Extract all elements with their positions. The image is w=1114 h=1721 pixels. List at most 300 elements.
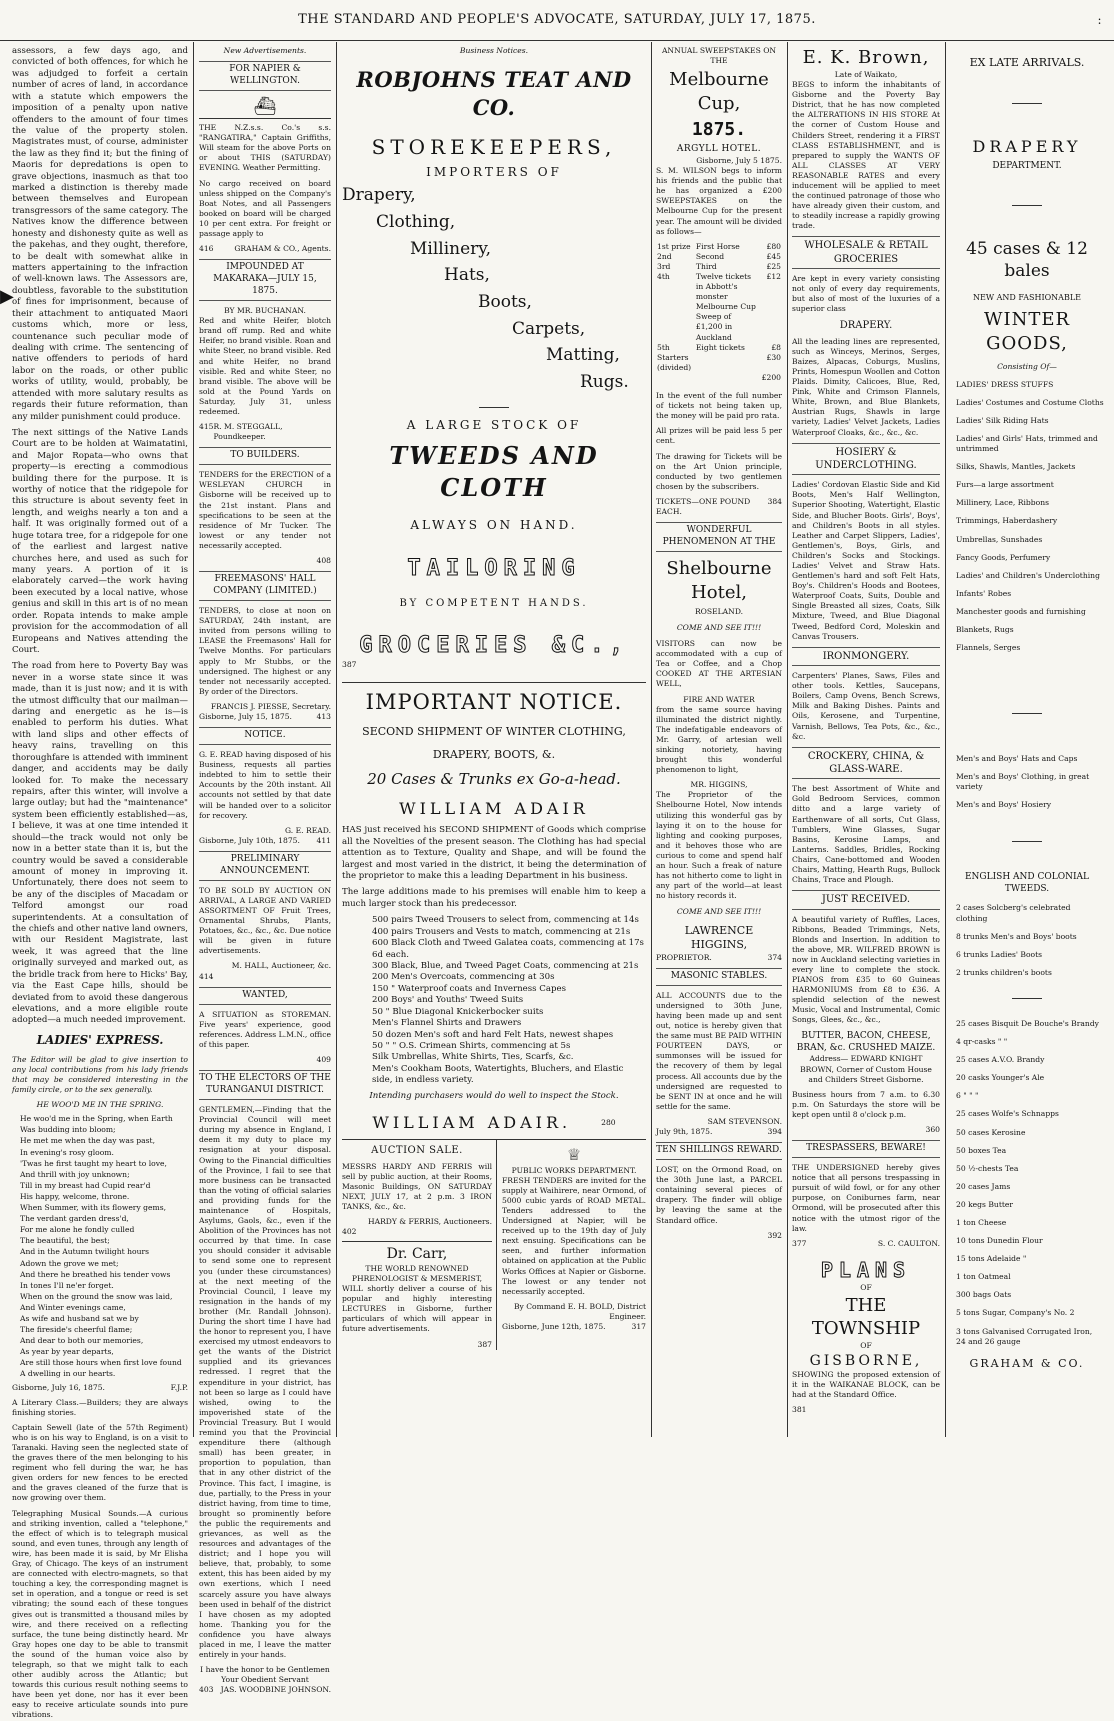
trunks-heading: 20 Cases & Trunks ex Go-a-head.: [367, 770, 621, 789]
ad-subtitle: Late of Waikato,: [834, 69, 898, 79]
ad-title: Dr. Carr,: [342, 1241, 492, 1264]
list-item: And Winter evenings came,: [20, 1302, 126, 1312]
hotel-name: ARGYLL HOTEL.: [676, 144, 762, 154]
list-item: Silk Umbrellas, White Shirts, Ties, Scarfs, &c.: [372, 1052, 574, 1063]
editor-note: The Editor will be glad to give insertion to any local contributions from his lady friends that may be considered interesting in the family circle, or to the sex generally.: [12, 1054, 188, 1095]
poem-title: HE WOO'D ME IN THE SPRING.: [36, 1100, 164, 1110]
prize-cell: First Horse: [695, 241, 740, 251]
prize-cell: £200: [761, 372, 781, 382]
ad-subtitle: FIRE AND WATER: [683, 694, 755, 704]
prize-cell: [695, 353, 761, 373]
masthead: [0, 0, 1114, 40]
tickets-line: TICKETS—ONE POUND EACH.: [656, 496, 751, 516]
poem-initials: F.J.P.: [170, 1382, 188, 1392]
ad-footer: [656, 497, 782, 517]
ad-number: 409: [316, 1055, 331, 1064]
auction-ad: [342, 1140, 497, 1349]
ad-title: TO THE ELECTORS OF THE TURANGANUI DISTRICT.: [199, 1070, 331, 1100]
ad-body: MESSRS HARDY AND FERRIS will sell by public auction, at their Rooms, Masonic Buildings, ON SATURDAY NEXT, JULY 17, at 2 p.m. 3 IRON TANKS, &c., &c.: [342, 1161, 492, 1211]
list-item: 200 Boys' and Youths' Tweed Suits: [372, 995, 524, 1006]
ad-body: S. M. WILSON begs to inform his friends and the public that he has organized a £200 SWEEPSTAKES on the Melbourne Cup for the present year. The amount will be divided as follows—: [656, 166, 782, 236]
of-label: OF: [860, 1341, 872, 1351]
list-item: And in the Autumn twilight hours: [20, 1247, 149, 1257]
ad-body: ALL ACCOUNTS due to the undersigned to 30th June, having been made up and sent out, notice is hereby given that the same must BE PAID WITHIN FOURTEEN DAYS, or summonses will be issued for the recovery of them by legal process. All accounts due by the undersigned are requested to be SENT IN at once and he will settle for the same.: [656, 990, 782, 1111]
list-item: Ladies' Silk Riding Hats: [956, 415, 1049, 425]
ad-body: GENTLEMEN,—Finding that the Provincial Council will meet during my absence in England, I deem it my duty to place my resignation at your disposal. Owing to the Financial difficulties of the Province, I fail to see that more business can be transacted than the voting of official salaries and providing funds for the maintenance of Hospitals, Asylums, Gaols, &c., even if the Abolition of the Provinces has not occurred by that time. In case you should consider it advisable to send some one to represent you (under these circumstances) at the next meeting of the Provincial Council, I leave my resignation in the hands of my brother (Mr. Randall Johnson). During the short time I have had the honor to represent you, I have exercised my utmost endeavors to get the wants of the District supplied and its grievances redressed. I regret that the expenditure in your district, has not been so large as I could have wished, owing to the impoverished state of the Provincial Treasury. But I would remind you that the Provincial expenditure there (although small) has been greater, in proportion to population, than that in any other district of the Province. This fact, I imagine, is due, partially, to the Press in your district having, from time to time, brought so prominently before the public the requirements and grievances, as well as the resources and advantages of the district; and I hope you will believe, that, probably, to some extent, this has been aided by my own exertions, which I need scarcely assure you have always been used in behalf of the district I have chosen as my adopted home. Thanking you for the confidence you have always placed in me, I leave the matter entirely in your hands.: [199, 1105, 331, 1660]
goods-list: [342, 184, 646, 393]
ad-signature: SAM STEVENSON.: [707, 1116, 782, 1126]
list-item: Millinery, Lace, Ribbons: [956, 498, 1049, 508]
shipment-heading: SECOND SHIPMENT OF WINTER CLOTHING,: [362, 724, 626, 738]
ad-signature: M. HALL, Auctioneer, &c.: [231, 961, 331, 971]
ad-signature-role: PROPRIETOR.: [656, 952, 712, 962]
ad-body: SHOWING the proposed extension of it in the WAIKANAE BLOCK, can be had at the Standard Office.: [792, 1370, 940, 1400]
list-item: Silks, Shawls, Mantles, Jackets: [956, 462, 1076, 472]
ad-title: WONDERFUL PHENOMENON AT THE: [656, 522, 782, 552]
column-new-advertisements: [195, 42, 335, 1695]
ad-title: ANNUAL SWEEPSTAKES ON THE: [661, 46, 777, 66]
ad-footer: [656, 953, 782, 963]
ad-number: 402: [342, 1227, 357, 1237]
list-item: 600 Black Cloth and Tweed Galatea coats, commencing at 17s 6d each.: [372, 938, 644, 960]
divider: [1012, 841, 1042, 842]
divider: [479, 407, 509, 408]
prize-cell: £25: [766, 261, 781, 271]
ad-number: 413: [316, 711, 331, 721]
prize-cell: Third: [695, 261, 717, 271]
binding-mark: ▶: [0, 286, 14, 307]
prize-row: [656, 262, 782, 272]
groceries-heading: GROCERIES &C.,: [359, 632, 629, 658]
ad-body: Business hours from 7 a.m. to 6.30 p.m. On Saturdays the store will be kept open until 8 o'clock p.m.: [792, 1089, 940, 1119]
steamship-icon: ⛴: [199, 96, 331, 119]
melbourne-cup-title: Melbourne Cup,: [669, 69, 769, 115]
list-item: 25 cases Wolfe's Schnapps: [956, 1109, 1059, 1119]
ad-number: 411: [316, 835, 331, 845]
list-item: He woo'd me in the Spring, when Earth: [20, 1114, 173, 1124]
list-item: 50 " Blue Diagonal Knickerbocker suits: [372, 1006, 544, 1017]
ad-body: The best Assortment of White and Gold Bedroom Services, common ditto and a large variety of Earthenware of all sorts, Cut Glass, Tumblers, Wine Glasses, Sugar Basins, Kerosine Lamps, and Lanterns. Saddles, Bridles, Rocking Chairs, Cane-bottomed and Wooden Chairs, Matting, Hearth Rugs, Bullock Chains, Trace and Plough.: [792, 784, 941, 885]
ad-body: from the same source having illuminated the district nightly. The indefatigable endeavors of Mr. Garry, of artesian well sinking notoriety, having brought this wonderful phenomenon to light,: [656, 704, 782, 775]
ad-title: WANTED,: [199, 987, 331, 1005]
column-rule: [336, 42, 337, 1437]
poem-date: Gisborne, July 16, 1875.: [12, 1382, 105, 1392]
goods-item: Drapery,: [342, 185, 416, 206]
list-item: The verdant garden dress'd,: [20, 1214, 129, 1224]
list-item: Men's Cookham Boots, Watertights, Bluchers, and Elastic side, in endless variety.: [372, 1063, 624, 1086]
year-title: 1875.: [691, 119, 747, 141]
list-item: When on the ground the snow was laid,: [20, 1291, 173, 1301]
ad-body: TO BE SOLD BY AUCTION ON ARRIVAL, A LARGE AND VARIED ASSORTMENT OF Fruit Trees, Ornamental Shrubs, Plants, Potatoes, &c., &c., &c. Due notice will be given in future advertisements.: [199, 885, 331, 956]
ad-body: No cargo received on board unless shipped on the Company's Boat Notes, and all Passengers booked on board will be charged 10 per cent extra. For freight or passage apply to: [199, 178, 331, 238]
ad-title: PRELIMINARY ANNOUNCEMENT.: [199, 851, 331, 881]
ad-body: TENDERS, to close at noon on SATURDAY, 24th instant, are invited from persons willing to LEASE the Freemasons' Hall for Twelve Months. For particulars apply to Mr Stubbs, or the undersigned. The highest or any tender not necessarily accepted. By order of the Directors.: [199, 606, 331, 696]
ad-body: All prizes will be paid less 5 per cent.: [656, 426, 782, 446]
ad-number: 280: [601, 1117, 616, 1127]
list-item: Trimmings, Haberdashery: [956, 516, 1058, 526]
prize-row: [656, 353, 782, 373]
ad-number: 414: [199, 971, 214, 981]
edge-mark: :: [1097, 13, 1102, 27]
section-title: HOSIERY & UNDERCLOTHING.: [792, 443, 940, 476]
ad-number: 392: [767, 1230, 782, 1240]
ad-footer: [199, 422, 331, 442]
ad-signature: GRAHAM & CO., Agents.: [234, 244, 331, 254]
prize-cell: 3rd: [657, 261, 671, 271]
list-item: 2 trunks children's boots: [956, 967, 1052, 977]
prize-row: [656, 373, 782, 383]
divider: [342, 682, 646, 683]
ad-subtitle: THE WORLD RENOWNED PHRENOLOGIST & MESMERIST,: [351, 1263, 483, 1283]
ad-body: Are kept in every variety consisting not only of every day requirements, but also of most of the luxuries of a superior class: [792, 274, 940, 314]
poem-footer: [12, 1383, 188, 1393]
list-item: His happy, welcome, throne.: [20, 1191, 130, 1201]
ad-footer: [792, 1239, 940, 1249]
ad-title: TRESPASSERS, BEWARE!: [792, 1140, 940, 1158]
list-item: 25 cases Bisquit De Bouche's Brandy: [956, 1018, 1099, 1028]
prize-cell: £12: [766, 272, 781, 281]
list-item: The beautiful, the best;: [20, 1236, 110, 1246]
list-item: 500 pairs Tweed Trousers to select from, commencing at 14s: [372, 915, 639, 926]
prize-cell: £45: [766, 251, 781, 261]
ad-body: Red and white Heifer, blotch brand off rump. Red and white Heifer, no brand visible. Roan and white Steer, no brand visible. Red and white Heifer, no brand visible. Red and white Steer, no brand visible. The above will be sold at the Pound Yards on Saturday, July 31, unless redeemed.: [199, 316, 331, 416]
section-title: CROCKERY, CHINA, & GLASS-WARE.: [792, 747, 940, 780]
list-item: 50 boxes Tea: [956, 1145, 1007, 1155]
list-item: LADIES' DRESS STUFFS: [956, 379, 1054, 389]
prize-cell: £30: [766, 352, 781, 362]
divider: [1012, 713, 1042, 714]
ad-title: NOTICE.: [199, 727, 331, 745]
prize-row: [656, 343, 782, 353]
goods-list: [950, 380, 1104, 654]
list-item: 3 tons Galvanised Corrugated Iron, 24 and 26 gauge: [956, 1326, 1093, 1346]
list-item: 200 Men's Overcoats, commencing at 30s: [372, 972, 555, 983]
prize-cell: Eight tickets: [695, 342, 745, 352]
column-header: Business Notices.: [459, 46, 529, 55]
list-item: Ladies' and Children's Underclothing: [956, 570, 1100, 580]
list-item: Till in my breast had Cupid rear'd: [20, 1180, 151, 1190]
list-item: 20 kegs Butter: [956, 1199, 1014, 1209]
ad-number: 317: [631, 1321, 646, 1331]
ad-body: FRESH TENDERS are invited for the supply at Waihirere, near Ormond, of 5000 cubic yards of ROAD METAL. Tenders addressed to the Undersigned at Napier, will be received up to the 19th day of July next ensuing. Specifications can be seen, and further information obtained on application at the Public Works Offices at Napier or Gisborne. The lowest or any tender not necessarily accepted.: [502, 1175, 646, 1296]
come-see: COME AND SEE IT!!!: [676, 907, 762, 917]
divider: [1012, 103, 1042, 104]
adair-footer: [342, 1106, 646, 1139]
ad-date: Gisborne, July 5 1875.: [696, 155, 782, 165]
ad-footer: [502, 1322, 646, 1332]
section-title: JUST RECEIVED.: [792, 890, 940, 909]
new-fashionable: NEW AND FASHIONABLE: [973, 293, 1081, 303]
column-sweepstakes: [652, 42, 786, 1437]
prize-table: [656, 242, 782, 383]
prize-row: [656, 272, 782, 343]
importers-heading: IMPORTERS OF: [426, 164, 562, 179]
prize-row: [656, 242, 782, 252]
poem: [12, 1114, 188, 1379]
large-stock-heading: A LARGE STOCK OF: [406, 418, 582, 433]
bottom-ads: [342, 1139, 646, 1349]
prize-cell: 2nd: [657, 251, 672, 261]
ad-body: The Proprietor of the Shelbourne Hotel, Now intends utilizing this wonderful gas by laying it on to the house for lighting and cooking purposes, and it behoves those who are curious to come and spend half an hour. Such a freak of nature has not hitherto come to light in any part of the world—at least no history records it.: [656, 790, 782, 901]
ad-date: Gisborne, June 12th, 1875.: [502, 1321, 606, 1331]
list-item: The fireside's cheerful flame;: [20, 1325, 133, 1335]
ad-title: TEN SHILLINGS REWARD.: [656, 1142, 782, 1160]
section-title: BUTTER, BACON, CHEESE, BRAN, &c. CRUSHED MAIZE.: [796, 1030, 936, 1053]
list-item: 50 cases Kerosine: [956, 1127, 1026, 1137]
ad-body: All the leading lines are represented, such as Winceys, Merinos, Serges, Baizes, Alpacas, Coburgs, Muslins, Prints, Homespun Woollen and Cotton Plaids. Dimity, Calicoes, Blue, Red, Pink, White and Crimson Flannels, White, Brown, and Blue Blankets, Austrian Rugs, Shawls in large variety, Ladies' Velvet Jackets, Ladies Waterproof Cloaks, &c., &c., &c.: [792, 336, 940, 437]
ad-address: Address— EDWARD KNIGHT BROWN, Corner of Custom House and Childers Street Gisborne.: [800, 1054, 932, 1084]
ad-body: BEGS to inform the inhabitants of Gisborne and the Poverty Bay District, that he has now completed the ALTERATIONS IN HIS STORE At the corner of Custom House and Childers Street, rendering it a FIRST CLASS ESTABLISHMENT, and is prepared to supply the WANTS OF ALL CLASSES AT VERY REASONABLE RATES and every inducement will be applied to meet the continued patronage of those who have already given their custom, and to steadily increase a rapidly growing trade.: [792, 80, 940, 231]
list-item: Men's and Boys' Hosiery: [956, 800, 1052, 810]
article-paragraph: The road from here to Poverty Bay was never in a worse state since it was made, than it is just now; and it is with the utmost difficulty that our mailman—daring and energetic as he is—is enabled to perform his duties. What with land slips and other effects of heavy rains, travelling on this thoroughfare is attended with imminent danger, and accidents may be daily looked for. To make the necessary repairs, after this winter, will involve a large outlay; but had the "maintenance" system been efficiently established—as, I believe, it was at one time intended it should—the track would not only be now in a better state than it is, but the country would be saved a considerable amount of money in improving it. Unfortunately, there does not seem to be any of the disciples of Macadam or Telford amongst our road superintendents. At a consultation of the chiefs and other native land owners, with our Resident Magistrate, last week, it was agreed that the line originally surveyed and marked out, as the bridle track from here to Hicks' Bay, via the East Cape hills, should be deviated from to avoid these dangerous elevations, and a more eligible route adopted—a much needed improvement.: [12, 661, 188, 1026]
list-item: 20 casks Younger's Ale: [956, 1073, 1045, 1083]
list-item: Adown the grove we met;: [20, 1258, 119, 1268]
crest-icon: ♕: [566, 1145, 582, 1165]
goods-item: Matting,: [546, 345, 620, 366]
important-notice-title: IMPORTANT NOTICE.: [365, 689, 623, 714]
brown-title: E. K. Brown,: [802, 47, 930, 68]
goods-item: Clothing,: [376, 212, 456, 233]
list-item: Men's Flannel Shirts and Drawers: [372, 1018, 522, 1029]
ad-close: I have the honor to be Gentlemen Your Obedient Servant: [200, 1665, 330, 1685]
ad-footer: [199, 712, 331, 722]
consisting-label: Consisting Of—: [997, 361, 1057, 371]
goods-list: [950, 1019, 1104, 1347]
section-title: IRONMONGERY.: [792, 647, 940, 666]
ad-body: The large additions made to his premises will enable him to keep a much larger stock than his predecessor.: [342, 887, 646, 909]
list-item: 6 " " ": [956, 1091, 979, 1101]
list-item: Blankets, Rugs: [956, 624, 1014, 634]
prize-cell: 4th: [657, 272, 670, 281]
ad-date: July 9th, 1875.: [656, 1127, 713, 1137]
ad-signature: FRANCIS J. PIESSE, Secretary.: [210, 701, 331, 711]
article-paragraph: A Literary Class.—Builders; they are always finishing stories.: [12, 1397, 188, 1417]
ladies-express-title: LADIES' EXPRESS.: [36, 1032, 164, 1047]
ad-body: A SITUATION as STOREMAN. Five years' experience, good references. Address L.M.N., office of this paper.: [199, 1009, 331, 1049]
competent-heading: BY COMPETENT HANDS.: [399, 598, 589, 610]
prize-row: [656, 252, 782, 262]
list-item: 2 cases Solcberg's celebrated clothing: [956, 903, 1071, 923]
goods-list: [950, 754, 1104, 810]
list-item: Umbrellas, Sunshades: [956, 534, 1043, 544]
adair-stock-list: [342, 915, 646, 1086]
list-item: As wife and husband sat we by: [20, 1313, 139, 1323]
list-item: 1 ton Oatmeal: [956, 1272, 1011, 1282]
adair-intending: Intending purchasers would do well to inspect the Stock.: [369, 1090, 619, 1101]
masthead-rule: [0, 40, 1114, 41]
prize-cell: £80: [766, 241, 781, 251]
goods-item: Boots,: [478, 291, 532, 312]
drapery-heading: DRAPERY: [972, 136, 1082, 156]
column-news: [8, 42, 192, 1720]
goods-item: Rugs.: [580, 371, 629, 392]
list-item: Ladies' and Girls' Hats, trimmed and untrimmed: [956, 433, 1098, 454]
always-heading: ALWAYS ON HAND.: [410, 518, 578, 533]
list-item: 10 tons Dunedin Flour: [956, 1236, 1043, 1246]
prize-cell: [695, 373, 761, 383]
ad-footer: [199, 836, 331, 846]
tailoring-heading: TAILORING: [407, 556, 581, 582]
list-item: For me alone he fondly culled: [20, 1225, 135, 1235]
ad-title: TO BUILDERS.: [199, 447, 331, 465]
ad-title: PUBLIC WORKS DEPARTMENT.: [511, 1165, 637, 1175]
ad-body: A beautiful variety of Ruffles, Laces, Ribbons, Beaded Trimmings, Nets, Blonds and Insertion. In addition to the above, MR. WILFRED BROWN is now in Auckland selecting varieties in every line to complete the stock. PIANOS from £35 to 60 Guineas HARMONIUMS from £8 to £36. A splendid selection of the newest Music, Vocal and Instrumental, Comic Songs, Glees, &c., &c.,: [792, 914, 940, 1025]
list-item: And dear to both our memories,: [20, 1336, 144, 1346]
list-item: 'Twas he first taught my heart to love,: [20, 1158, 167, 1168]
list-item: Ladies' Costumes and Costume Cloths: [956, 397, 1104, 407]
divider: [1012, 205, 1042, 206]
ad-title: FREEMASONS' HALL COMPANY (LIMITED.): [199, 571, 331, 601]
ad-subtitle: MR. HIGGINS,: [690, 780, 748, 790]
list-item: 400 pairs Trousers and Vests to match, commencing at 21s: [372, 926, 631, 937]
section-title: DRAPERY.: [839, 320, 893, 332]
prize-cell: 1st prize: [657, 241, 691, 251]
ad-number: 377: [792, 1238, 807, 1248]
goods-list: [950, 903, 1104, 977]
ad-signature: By Command E. H. BOLD, District Engineer.: [513, 1301, 646, 1321]
list-item: In evening's rosy gloom.: [20, 1147, 114, 1157]
ad-number: 416: [199, 244, 214, 254]
plans-heading: PLANS: [820, 1257, 912, 1282]
ad-number: 387: [477, 1339, 492, 1349]
tweeds-heading: TWEEDS AND CLOTH: [389, 441, 599, 503]
prize-cell: Starters (divided): [657, 352, 692, 372]
goods-item: Hats,: [444, 265, 490, 286]
storekeepers-heading: STOREKEEPERS,: [371, 134, 617, 159]
list-item: 5 tons Sugar, Company's No. 2: [956, 1308, 1075, 1318]
ad-number: 387: [342, 659, 357, 669]
ad-number: 408: [316, 556, 331, 565]
list-item: Manchester goods and furnishing: [956, 606, 1086, 616]
ad-subtitle: BY MR. BUCHANAN.: [224, 306, 306, 316]
ad-number: 360: [925, 1125, 940, 1135]
list-item: In tones I'll ne'er forget.: [20, 1280, 114, 1290]
list-item: Infants' Robes: [956, 588, 1012, 598]
of-label: OF: [860, 1283, 872, 1293]
list-item: 150 " Waterproof coats and Inverness Capes: [372, 983, 566, 994]
article-paragraph: Telegraphing Musical Sounds.—A curious and striking invention, called a "telephone," the effect of which is to telegraph musical sound, and even tunes, through any length of wire, has been made it is said, by Mr Elisha Gray, of Chicago. The keys of an instrument are connected with electro-magnets, so that touching a key, the corresponding magnet is set in operation, and a tongue or reed is set vibrating; the sound each of these tongues gives out is transmitted a thousand miles by wire, and there received on a reflecting surface, the tune being distinctly heard. Mr Gray hopes one day to be able to transmit the sound of the human voice also by telegraph, so that we might talk to each other audibly across the Atlantic; but towards this curious result nothing seems to have been yet done, nor has it ever been easy to receive articulate sounds into pure vibrations.: [12, 1508, 188, 1720]
township-heading: THE TOWNSHIP: [811, 1294, 921, 1340]
ad-body: The drawing for Tickets will be on the Art Union principle, conducted by two gentlemen chosen by the subscribers.: [656, 451, 782, 491]
prize-cell: £8: [771, 342, 781, 352]
list-item: 20 cases Jams: [956, 1181, 1011, 1191]
list-item: Men's and Boys' Hats and Caps: [956, 754, 1078, 764]
public-works-ad: [497, 1140, 646, 1349]
ad-body: THE N.Z.s.s. Co.'s s.s. "RANGATIRA," Captain Griffiths, Will steam for the above Ports on or about THIS (SATURDAY) EVENING. Weather Permitting.: [199, 123, 331, 173]
article-paragraph: The next sittings of the Native Lands Court are to be holden at Waimatatini, and Major Ropata—who owns that property—is erecting a commodious building there for the purpose. It is worthy of notice that the ridgepole for this structure is about seventy feet in length, and weighs nearly a ton and a half. It was originally formed out of a huge totara tree, for a ridgepole for one of the earliest and largest native churches here, and used as such for many years. A portion of it is elaborately carved—the work having been executed by a local native, whose genius and skill in this art is of no mean order. Ropata intends to make ample provision for the accommodation of all Europeans and Natives attending the Court.: [12, 427, 188, 655]
gisborne-heading: GISBORNE,: [809, 1352, 923, 1369]
ad-title: MASONIC STABLES.: [656, 968, 782, 986]
robjohns-title: ROBJOHNS TEAT AND CO.: [356, 67, 632, 121]
list-item: He met me when the day was past,: [20, 1136, 156, 1146]
tweeds-heading: ENGLISH AND COLONIAL TWEEDS.: [964, 871, 1090, 894]
ad-date: Gisborne, July 10th, 1875.: [199, 835, 300, 845]
list-item: Are still those hours when first love found: [20, 1358, 182, 1368]
list-item: 50 dozen Men's soft and hard Felt Hats, newest shapes: [372, 1029, 614, 1040]
list-item: 300 bags Oats: [956, 1290, 1012, 1300]
prize-cell: Second: [695, 251, 725, 261]
ad-number: 384: [767, 496, 782, 506]
article-paragraph: Captain Sewell (late of the 57th Regiment) who is on his way to England, is on a visit to Taranaki. Having seen the neglected state of the graves there of the men belonging to his regiment who fell during the war, he has given orders for new fences to be erected and the graves cleaned of the furze that is now growing over them.: [12, 1422, 188, 1503]
shelbourne-title: Shelbourne Hotel,: [666, 558, 772, 603]
cases-heading: 45 cases & 12 bales: [966, 238, 1088, 282]
masthead-title: THE STANDARD AND PEOPLE'S ADVOCATE, SATURDAY, JULY 17, 1875.: [298, 12, 816, 27]
ad-signature: G. E. READ.: [285, 825, 331, 835]
column-brown: [788, 42, 944, 1437]
list-item: Men's and Boys' Clothing, in great variety: [956, 772, 1090, 792]
ad-title: FOR NAPIER & WELLINGTON.: [199, 61, 331, 91]
list-item: 50 ½-chests Tea: [956, 1163, 1019, 1173]
ad-body: HAS just received his SECOND SHIPMENT of Goods which comprise all the Novelties of the present season. The Clothing has had special attention as to Texture, Quality and Shape, and will be found the largest and most varied in the district, it being the determination of the proprietor to make this a leading Department in his business.: [342, 825, 646, 882]
list-item: 4 qr-casks " ": [956, 1037, 1008, 1047]
list-item: Fancy Goods, Perfumery: [956, 552, 1051, 562]
prize-cell: [656, 373, 695, 383]
ad-signature: JAS. WOODBINE JOHNSON.: [220, 1685, 331, 1695]
ad-number: 394: [767, 1127, 782, 1137]
ad-footer: [656, 1127, 782, 1137]
ad-body: G. E. READ having disposed of his Business, requests all parties indebted to him to settle their Accounts by the 20th instant. All accounts not settled by that date will be handed over to a solicitor for recovery.: [199, 750, 331, 820]
ad-body: In the event of the full number of tickets not being taken up, the money will be paid pro rata.: [656, 391, 782, 421]
list-item: When Summer, with its flowery gems,: [20, 1203, 167, 1213]
ad-subtitle: ROSELAND.: [694, 606, 744, 616]
list-item: A dwelling in our hearts.: [20, 1369, 116, 1379]
ad-body: TENDERS for the ERECTION of a WESLEYAN CHURCH in Gisborne will be received up to the 21st instant. Plans and specifications to be seen at the residence of Mr Tucker. The lowest or any tender not necessarily accepted.: [199, 470, 331, 550]
ad-signature: HARDY & FERRIS, Auctioneers.: [367, 1217, 492, 1227]
column-business-notices: [338, 42, 650, 1437]
ad-number: 374: [767, 952, 782, 962]
ad-body: LOST, on the Ormond Road, on the 30th June last, a PARCEL containing several pieces of drapery. The finder will oblige by leaving the same at the Standard office.: [656, 1165, 782, 1225]
graham-signature: GRAHAM & CO.: [969, 1356, 1085, 1370]
prize-cell: Twelve tickets in Abbott's monster Melbourne Cup Sweep of £1,200 in Auckland: [695, 272, 756, 342]
goods-item: Carpets,: [512, 318, 586, 339]
list-item: 1 ton Cheese: [956, 1217, 1007, 1227]
ad-date: Gisborne, July 15, 1875.: [199, 711, 292, 721]
prize-cell: 5th: [657, 342, 670, 352]
ad-footer: [199, 244, 331, 254]
list-item: 15 tons Adelaide ": [956, 1254, 1027, 1264]
ad-body: Ladies' Cordovan Elastic Side and Kid Boots, Men's Half Wellington, Superior Shooting, Watertight, Elastic Side, and Blucher Boots. Girls', Boys', and Children's Boots in all styles. Leather and Carpet Slippers, Ladies', Gentlemen's, Boys, Girls, and Children's Socks and Stockings. Ladies' Velvet and Straw Hats. Gentlemen's hard and soft Felt Hats, Boy's. Children's Hoods and Bootees, Waterproof Coats, Suits, Double and Single Breasted all sizes, Coats, Silk Mixture, Tweed, and Blue Diagonal Tweed, Bedford Cord, Moleskin and Canvas Trousers.: [792, 480, 940, 641]
ex-late-arrivals: EX LATE ARRIVALS.: [969, 56, 1085, 69]
goods-item: Millinery,: [410, 238, 492, 259]
ad-number: 381: [792, 1405, 807, 1415]
list-item: Flannels, Serges: [956, 643, 1021, 653]
ad-title: AUCTION SALE.: [371, 1145, 463, 1157]
ad-signature: LAWRENCE HIGGINS,: [684, 923, 754, 952]
divider: [1012, 998, 1042, 999]
list-item: As year by year departs,: [20, 1347, 114, 1357]
adair-title: WILLIAM ADAIR: [399, 799, 589, 819]
list-item: 25 cases A.V.O. Brandy: [956, 1055, 1045, 1065]
list-item: Furs—a large assortment: [956, 480, 1054, 490]
list-item: 6 trunks Ladies' Boots: [956, 949, 1043, 959]
list-item: And thrill with joy unknown;: [20, 1169, 130, 1179]
column-rule: [193, 42, 194, 1437]
list-item: 8 trunks Men's and Boys' boots: [956, 931, 1077, 941]
section-title: WHOLESALE & RETAIL GROCERIES: [792, 236, 940, 269]
article-paragraph: assessors, a few days ago, and convicted of both offences, for which he was adjudged to forfeit a certain number of acres of land, in accordance with a statute which empowers the imposition of a penalty upon native offenders to the amount of four times the value of the property stolen. Magistrates must, of course, administer the law as they find it; but the fining of Maoris for depredations is open to grave objections, inasmuch as that too marked a distinction is thereby made between themselves and European transgressors of the same category. The Natives know the difference between honesty and dishonesty quite as well as the pakehas, and they ought, therefore, to be dealt with somewhat alike in matters appertaining to the infraction of well-known laws. The Assessors are, doubtless, favorable to the substitution of fines for imprisonment, because of their attachment to antiquated Maori customs which, more or less, countenance such peculiar mode of dealing with crime. The sentencing of native offenders to periods of hard labor on the roads, or other public works of utility, would, probably, be attended with more salutary results as regards their future reformation, than any milder punishment could produce.: [12, 46, 188, 422]
list-item: 50 " " O.S. Crimean Shirts, commencing at 5s: [372, 1040, 571, 1051]
ad-footer: [199, 1685, 331, 1695]
ad-body: VISITORS can now be accommodated with a cup of Tea or Coffee, and a Chop COOKED AT THE ARTESIAN WELL,: [656, 639, 782, 689]
list-item: And there he breathed his tender vows: [20, 1269, 171, 1279]
adair-signature: WILLIAM ADAIR.: [372, 1113, 572, 1133]
column-graham: [946, 42, 1108, 1437]
ad-body: THE UNDERSIGNED hereby gives notice that all persons trespassing in pursuit of wild fowl, or for any other purpose, on Coniburnes farm, near Ormond, will be prosecuted after this notice with the utmost rigor of the law.: [792, 1163, 940, 1233]
ad-body: WILL shortly deliver a course of his popular and highly interesting LECTURES in Gisborne, further particulars of which will appear in future advertisements.: [342, 1284, 492, 1334]
winter-goods-heading: WINTER GOODS,: [983, 308, 1071, 354]
drapery-boots-heading: DRAPERY, BOOTS, &.: [432, 747, 556, 761]
list-item: 300 Black, Blue, and Tweed Paget Coats, commencing at 21s: [372, 960, 639, 971]
